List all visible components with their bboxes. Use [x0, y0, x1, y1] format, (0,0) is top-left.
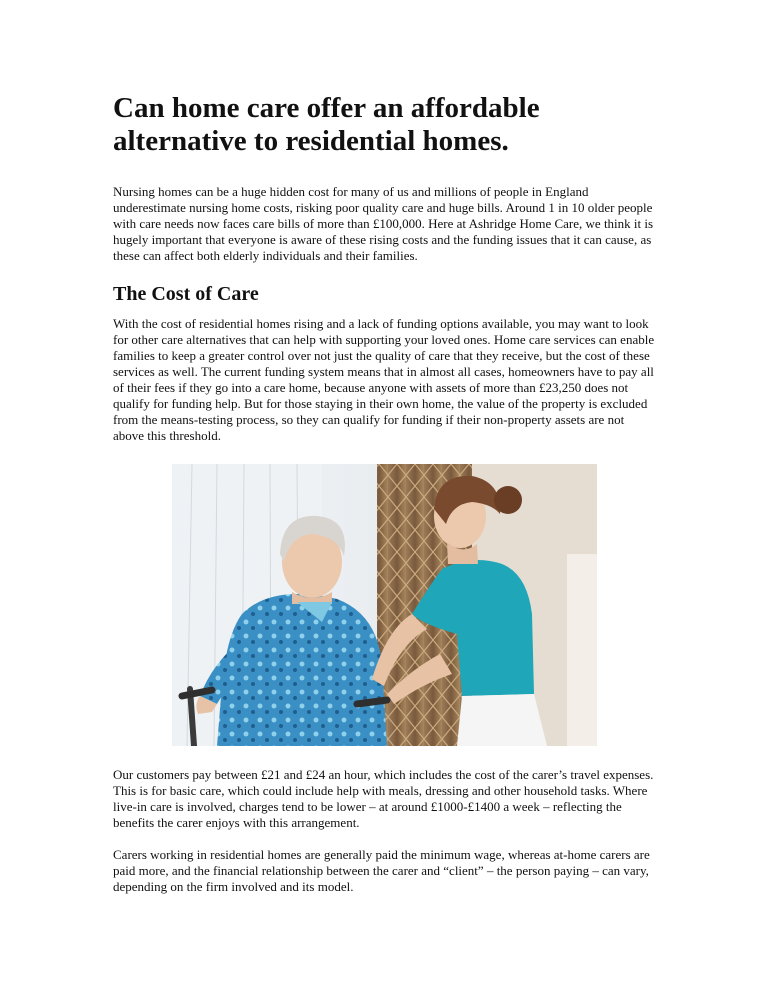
intro-paragraph: Nursing homes can be a huge hidden cost for many of us and millions of people in England underestimate nursing home costs, risking poor quality care and huge bills. Around 1 in 10 older people with care needs now faces care bills of more than £100,000. Here at Ashridge Home Care, we think it is hugely important that everyone is aware of these rising costs and the funding issues that it can cause, as these can affect both elderly individuals and their families. — [113, 184, 654, 263]
document-page — [113, 92, 658, 911]
photo-illustration — [172, 464, 597, 746]
pricing-paragraph: Our customers pay between £21 and £24 an hour, which includes the cost of the carer’s travel expenses. This is for basic care, which could include help with meals, dressing and other household tasks. Where live-in care is involved, charges tend to be lower – at around £1000-£1400 a week – reflecting the benefits the carer enjoys with this arrangement. — [113, 767, 654, 830]
cost-of-care-paragraph: With the cost of residential homes rising and a lack of funding options available, you may want to look for other care alternatives that can help with supporting your loved ones. Home care services can enable families to keep a greater control over not just the quality of care that they receive, but the cost of these services as well. The current funding system means that in almost all cases, homeowners have to pay all of their fees if they go into a care home, because anyone with assets of more than £23,250 does not qualify for funding help. But for those staying in their own home, the value of the property is excluded from the means-testing process, so they can qualify for funding if their non-property assets are not above this threshold. — [113, 316, 655, 443]
section-heading: The Cost of Care — [113, 283, 259, 305]
carer-with-elderly-woman-photo — [172, 464, 597, 746]
document-title: Can home care offer an affordable alternative to residential homes. — [113, 92, 540, 157]
carers-wage-paragraph: Carers working in residential homes are generally paid the minimum wage, whereas at-home carers are paid more, and the financial relationship between the carer and “client” – the person paying – can vary, depending on the firm involved and its model. — [113, 847, 650, 894]
